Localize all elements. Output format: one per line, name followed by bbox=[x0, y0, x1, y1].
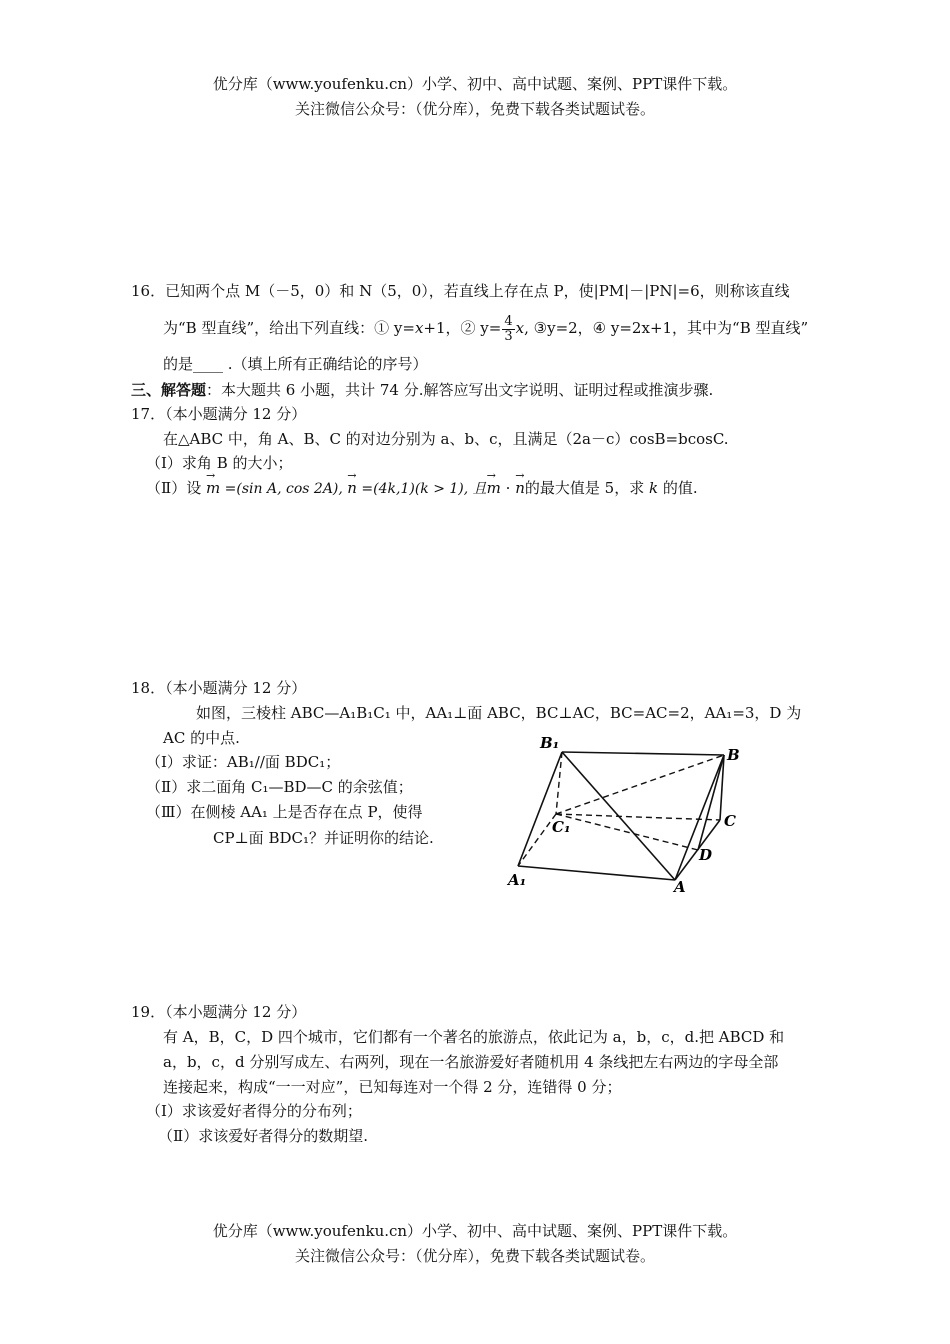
footer-line-2: 关注微信公众号：（优分库），免费下载各类试题试卷。 bbox=[294, 1247, 655, 1265]
vector-m-definition: =(sin A, cos 2A), bbox=[220, 481, 348, 497]
q16-text-2c: +1，② y= bbox=[423, 319, 502, 337]
edge-B-D bbox=[698, 755, 724, 850]
edge-C1-A1 bbox=[518, 814, 556, 866]
q19-part-1: （Ⅰ）求该爱好者得分的分布列； bbox=[146, 1102, 362, 1120]
vector-n: → n bbox=[347, 478, 357, 498]
q16-text-1: 已知两个点 M（－5，0）和 N（5，0），若直线上存在点 P，使|PM|－|PN|=6，则称该直线 bbox=[165, 282, 790, 300]
edge-C1-B bbox=[556, 755, 724, 814]
q17-header-text: （本小题满分 12 分） bbox=[165, 405, 307, 423]
vector-n-definition: =(4k,1)(k > 1), 且 bbox=[356, 481, 487, 497]
q19-header-text: （本小题满分 12 分） bbox=[165, 1003, 307, 1021]
edge-C-A bbox=[675, 820, 720, 880]
q18-part-2: （Ⅱ）求二面角 C₁—BD—C 的余弦值； bbox=[146, 778, 413, 796]
q19-stem-3: 连接起来，构成“一一对应”，已知每连对一个得 2 分，连错得 0 分； bbox=[163, 1078, 622, 1096]
vector-m-2: → m bbox=[487, 478, 501, 498]
vector-m: → m bbox=[206, 478, 220, 498]
edge-B1-B bbox=[562, 752, 724, 755]
vector-n-2: → n bbox=[515, 478, 525, 498]
label-A1: A₁ bbox=[508, 871, 527, 889]
edge-C1-C bbox=[556, 814, 720, 820]
q16-line-1 bbox=[131, 281, 790, 301]
q19-stem-1: 有 A，B，C，D 四个城市，它们都有一个著名的旅游点，依此记为 a，b，c，d.把 ABCD 和 bbox=[163, 1028, 785, 1046]
q17-part-2 bbox=[146, 478, 698, 499]
q17-part-1: （Ⅰ）求角 B 的大小； bbox=[146, 454, 293, 472]
q16-number: 16． bbox=[131, 282, 166, 300]
q19-part-2: （Ⅱ）求该爱好者得分的数期望. bbox=[158, 1127, 368, 1145]
q16-text-2e: , ③y=2，④ y=2x+1，其中为“B 型直线” bbox=[524, 319, 809, 337]
q17-part-2-end: 的值. bbox=[658, 479, 698, 497]
q17-header bbox=[131, 404, 306, 424]
q18-part-3b: CP⊥面 BDC₁？并证明你的结论. bbox=[213, 829, 434, 847]
dot-operator: · bbox=[500, 479, 516, 497]
q19-number: 19． bbox=[131, 1003, 166, 1021]
q16-frac-den: 3 bbox=[504, 328, 513, 344]
section-3-text: ：本大题共 6 小题，共计 74 分.解答应写出文字说明、证明过程或推演步骤. bbox=[206, 381, 714, 399]
header-line-1: 优分库（www.youfenku.cn）小学、初中、高中试题、案例、PPT课件下载。 bbox=[212, 75, 738, 93]
q19-header bbox=[131, 1002, 306, 1022]
q16-var-x2: x bbox=[515, 319, 525, 337]
q18-stem-2: AC 的中点. bbox=[163, 729, 240, 747]
edge-C1-D bbox=[556, 814, 698, 850]
q16-fraction bbox=[502, 315, 514, 344]
label-D: D bbox=[699, 846, 713, 864]
q18-part-3a: （Ⅲ）在侧棱 AA₁ 上是否存在点 P，使得 bbox=[146, 803, 423, 821]
q17-part-2-prefix: （Ⅱ）设 bbox=[146, 479, 202, 497]
var-k: k bbox=[648, 479, 659, 497]
q17-number: 17． bbox=[131, 405, 166, 423]
q19-stem-2: a，b，c，d 分别写成左、右两列，现在一名旅游爱好者随机用 4 条线把左右两边的字母全部 bbox=[163, 1053, 779, 1071]
q17-stem: 在△ABC 中，角 A、B、C 的对边分别为 a、b、c，且满足（2a－c）cosB=bcosC. bbox=[163, 430, 729, 448]
q17-part-2-suffix: 的最大值是 5，求 bbox=[524, 479, 649, 497]
section-3-label: 三、解答题 bbox=[131, 381, 207, 399]
q18-stem-1: 如图，三棱柱 ABC—A₁B₁C₁ 中，AA₁⊥面 ABC，BC⊥AC，BC=AC=2，AA₁=3，D 为 bbox=[196, 704, 802, 722]
q16-text-2a: 为“B 型直线”，给出下列直线：① y= bbox=[163, 319, 415, 337]
q16-frac-num: 4 bbox=[504, 313, 513, 329]
q16-line-3: 的是____ .（填上所有正确结论的序号） bbox=[163, 355, 428, 373]
q16-var-x1: x bbox=[414, 319, 424, 337]
prism-figure bbox=[500, 730, 760, 895]
label-B1: B₁ bbox=[540, 734, 560, 752]
footer-line-1: 优分库（www.youfenku.cn）小学、初中、高中试题、案例、PPT课件下载。 bbox=[212, 1222, 738, 1240]
label-C: C bbox=[724, 812, 736, 830]
edge-A1-A bbox=[518, 866, 675, 880]
q16-line-2 bbox=[163, 313, 808, 344]
label-B: B bbox=[727, 746, 740, 764]
section-3-heading bbox=[131, 380, 713, 400]
edge-B1-A1 bbox=[518, 752, 562, 866]
q18-header-text: （本小题满分 12 分） bbox=[165, 679, 307, 697]
q18-part-1: （Ⅰ）求证：AB₁//面 BDC₁； bbox=[146, 753, 341, 771]
label-A: A bbox=[674, 878, 686, 895]
q18-header bbox=[131, 678, 306, 698]
q18-number: 18． bbox=[131, 679, 166, 697]
header-line-2: 关注微信公众号：（优分库），免费下载各类试题试卷。 bbox=[294, 100, 655, 118]
label-C1: C₁ bbox=[552, 818, 571, 836]
